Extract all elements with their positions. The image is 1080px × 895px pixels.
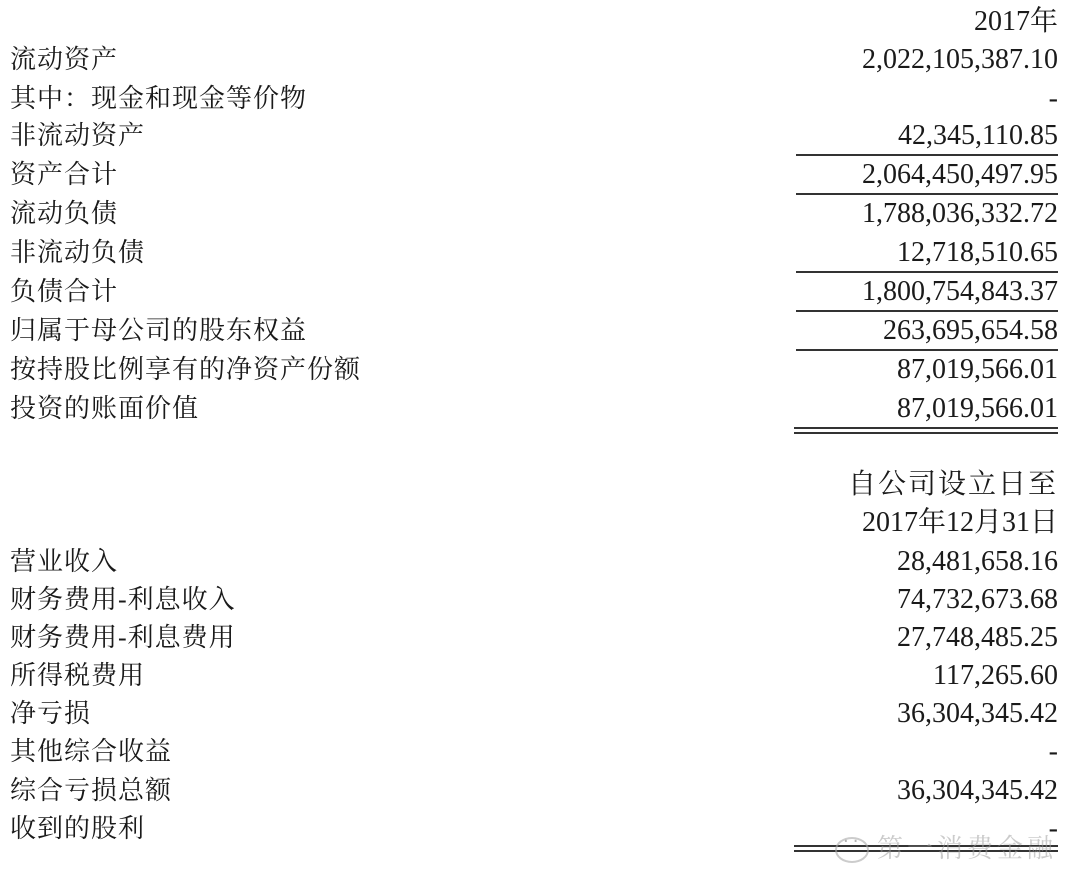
row-value: 27,748,485.25 — [897, 622, 1058, 653]
row-label: 按持股比例享有的净资产份额 — [10, 355, 362, 384]
table-row — [0, 656, 1080, 695]
row-label: 净亏损 — [10, 699, 92, 728]
row-value: 117,265.60 — [933, 660, 1058, 691]
row-value: 2,064,450,497.95 — [862, 159, 1058, 190]
row-label: 营业收入 — [10, 547, 119, 576]
table-row — [0, 580, 1080, 619]
row-value: 1,788,036,332.72 — [862, 198, 1058, 229]
row-value: 36,304,345.42 — [897, 698, 1058, 729]
watermark-text: 第一消费金融 — [877, 834, 1058, 864]
row-label: 其中：现金和现金等价物 — [10, 84, 308, 113]
table-row — [0, 542, 1080, 581]
table-row — [0, 155, 1080, 194]
row-value: 74,732,673.68 — [897, 584, 1058, 615]
table-row — [0, 311, 1080, 350]
row-value: 87,019,566.01 — [897, 354, 1058, 385]
table-row — [0, 732, 1080, 771]
table-row — [0, 79, 1080, 118]
row-value: 12,718,510.65 — [897, 237, 1058, 268]
table-row — [0, 350, 1080, 389]
watermark — [835, 828, 1057, 865]
income-column-header-line1: 自公司设立日至 — [847, 469, 1058, 500]
table-row — [0, 618, 1080, 657]
row-value: 263,695,654.58 — [883, 315, 1058, 346]
row-label: 财务费用-利息收入 — [10, 585, 236, 614]
row-value: - — [1048, 83, 1058, 114]
row-value: 28,481,658.16 — [897, 546, 1058, 577]
row-label: 归属于母公司的股东权益 — [10, 316, 308, 345]
row-value: 1,800,754,843.37 — [862, 276, 1058, 307]
table-row — [0, 40, 1080, 79]
row-label: 资产合计 — [10, 160, 119, 189]
wechat-icon — [835, 837, 869, 863]
grand-total-double-rule — [794, 427, 1058, 434]
table-row — [0, 233, 1080, 272]
row-value: 87,019,566.01 — [897, 393, 1058, 424]
row-label: 负债合计 — [10, 277, 119, 306]
row-label: 收到的股利 — [10, 814, 146, 843]
table-row — [0, 694, 1080, 733]
row-value: 2,022,105,387.10 — [862, 44, 1058, 75]
row-value: - — [1048, 736, 1058, 767]
row-value: 42,345,110.85 — [898, 120, 1058, 151]
row-value: - — [1048, 813, 1058, 844]
row-label: 所得税费用 — [10, 661, 146, 690]
income-column-header-line2: 2017年12月31日 — [861, 507, 1058, 538]
table-row — [0, 389, 1080, 428]
row-label: 综合亏损总额 — [10, 776, 173, 805]
table-row — [0, 116, 1080, 155]
table-row — [0, 771, 1080, 810]
row-label: 其他综合收益 — [10, 737, 173, 766]
row-label: 非流动负债 — [10, 238, 146, 267]
table-row — [0, 272, 1080, 311]
balance-sheet-column-header: 2017年 — [973, 6, 1058, 37]
row-label: 流动资产 — [10, 45, 119, 74]
row-label: 非流动资产 — [10, 121, 146, 150]
row-label: 流动负债 — [10, 199, 119, 228]
row-label: 投资的账面价值 — [10, 394, 200, 423]
table-row — [0, 194, 1080, 233]
row-label: 财务费用-利息费用 — [10, 623, 236, 652]
row-value: 36,304,345.42 — [897, 775, 1058, 806]
